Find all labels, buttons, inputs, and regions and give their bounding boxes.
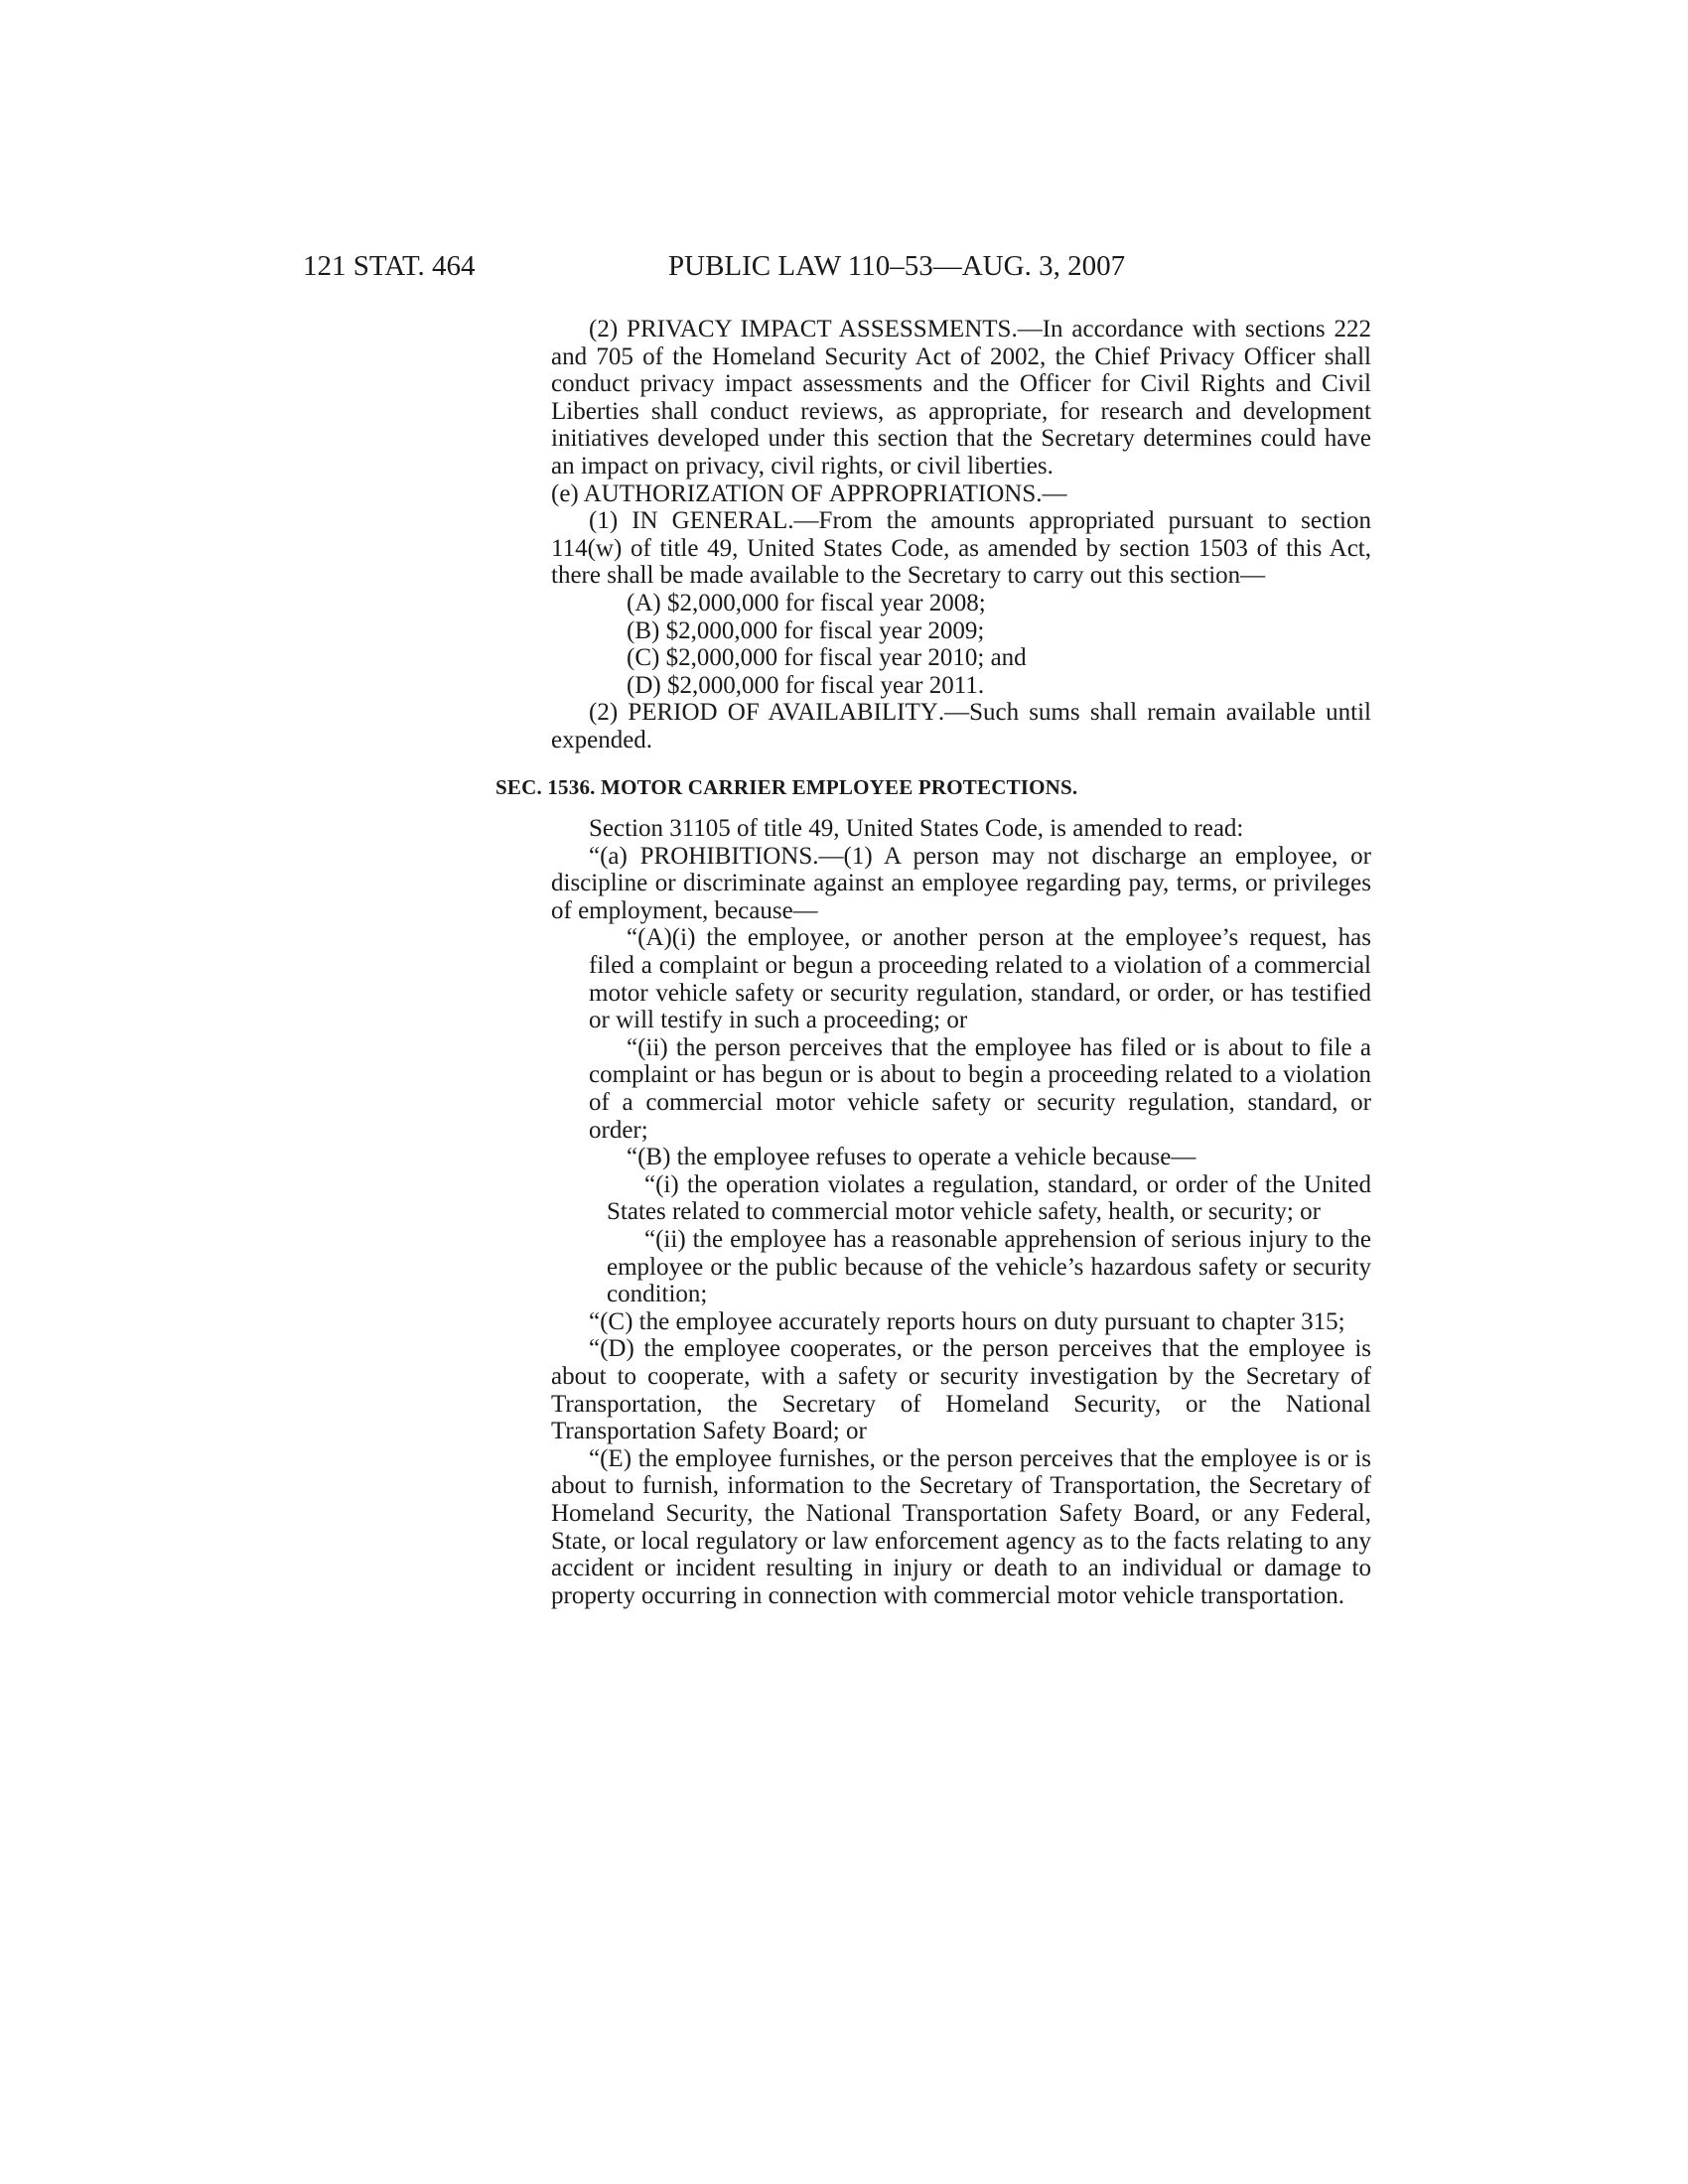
clause-b: “(B) the employee refuses to operate a vehicle because— bbox=[627, 1144, 1196, 1171]
clause-d: “(D) the employee cooperates, or the person perceives that the employee is about to cooperate, with a safety or security investigation by the Secretary of Transportation, the Secretary of Homeland Security, or the National Transportation Safety Board; or bbox=[551, 1335, 1371, 1445]
clause-a-i: “(A)(i) the employee, or another person at the employee’s request, has filed a complaint or begun a proceeding related to a violation of a commercial motor vehicle safety or security regulation, standard, or order, or has testified or will testify in such a proceeding; or bbox=[589, 924, 1371, 1034]
clause-a-ii: “(ii) the person perceives that the employee has filed or is about to file a complaint or has begun or is about to begin a proceeding related to a violation of a commercial motor vehicle safety or security regulation, standard, or order; bbox=[589, 1033, 1371, 1144]
clause-e: “(E) the employee furnishes, or the person perceives that the employee is or is about to furnish, information to the Secretary of Transportation, the Secretary of Homeland Security, the National Transportation Safety Board, or any Federal, State, or local regulatory or law enforcement agency as to the facts relating to any accident or incident resulting in injury or death to an individual or damage to property occurring in connection with commercial motor vehicle transportation. bbox=[551, 1444, 1371, 1609]
appropriation-item-c: (C) $2,000,000 for fiscal year 2010; and bbox=[627, 644, 1027, 672]
section-intro: Section 31105 of title 49, United States Code, is amended to read: bbox=[589, 815, 1244, 843]
authorization-heading: (e) AUTHORIZATION OF APPROPRIATIONS.— bbox=[551, 479, 1067, 507]
appropriation-item-a: (A) $2,000,000 for fiscal year 2008; bbox=[627, 589, 986, 616]
prohibitions-paragraph: “(a) PROHIBITIONS.—(1) A person may not discharge an employee, or discipline or discriminate against an employee regarding pay, terms, or privileges of employment, because— bbox=[551, 842, 1371, 924]
document-body bbox=[495, 316, 1372, 1609]
appropriation-item-b: (B) $2,000,000 for fiscal year 2009; bbox=[627, 616, 985, 644]
appropriation-item-d: (D) $2,000,000 for fiscal year 2011. bbox=[627, 671, 985, 699]
clause-c: “(C) the employee accurately reports hours on duty pursuant to chapter 315; bbox=[589, 1307, 1345, 1335]
period-of-availability-paragraph: (2) PERIOD OF AVAILABILITY.—Such sums shall remain available until expended. bbox=[551, 699, 1372, 753]
public-law-title: PUBLIC LAW 110–53—AUG. 3, 2007 bbox=[668, 250, 1126, 282]
running-header bbox=[303, 246, 1365, 286]
in-general-paragraph: (1) IN GENERAL.—From the amounts appropriated pursuant to section 114(w) of title 49, United States Code, as amended by section 1503 of this Act, there shall be made available to the Secretary to carry out this section— bbox=[551, 507, 1371, 590]
clause-b-ii: “(ii) the employee has a reasonable apprehension of serious injury to the employee or the public because of the vehicle’s hazardous safety or security condition; bbox=[607, 1226, 1371, 1308]
statute-reference: 121 STAT. 464 bbox=[303, 250, 476, 282]
clause-b-i: “(i) the operation violates a regulation, standard, or order of the United States related to commercial motor vehicle safety, health, or security; or bbox=[607, 1170, 1371, 1226]
section-heading: SEC. 1536. MOTOR CARRIER EMPLOYEE PROTECTIONS. bbox=[495, 774, 1078, 799]
privacy-impact-paragraph: (2) PRIVACY IMPACT ASSESSMENTS.—In accordance with sections 222 and 705 of the Homeland Security Act of 2002, the Chief Privacy Officer shall conduct privacy impact assessments and the Officer for Civil Rights and Civil Liberties shall conduct reviews, as appropriate, for research and development initiatives developed under this section that the Secretary determines could have an impact on privacy, civil rights, or civil liberties. bbox=[551, 316, 1371, 479]
